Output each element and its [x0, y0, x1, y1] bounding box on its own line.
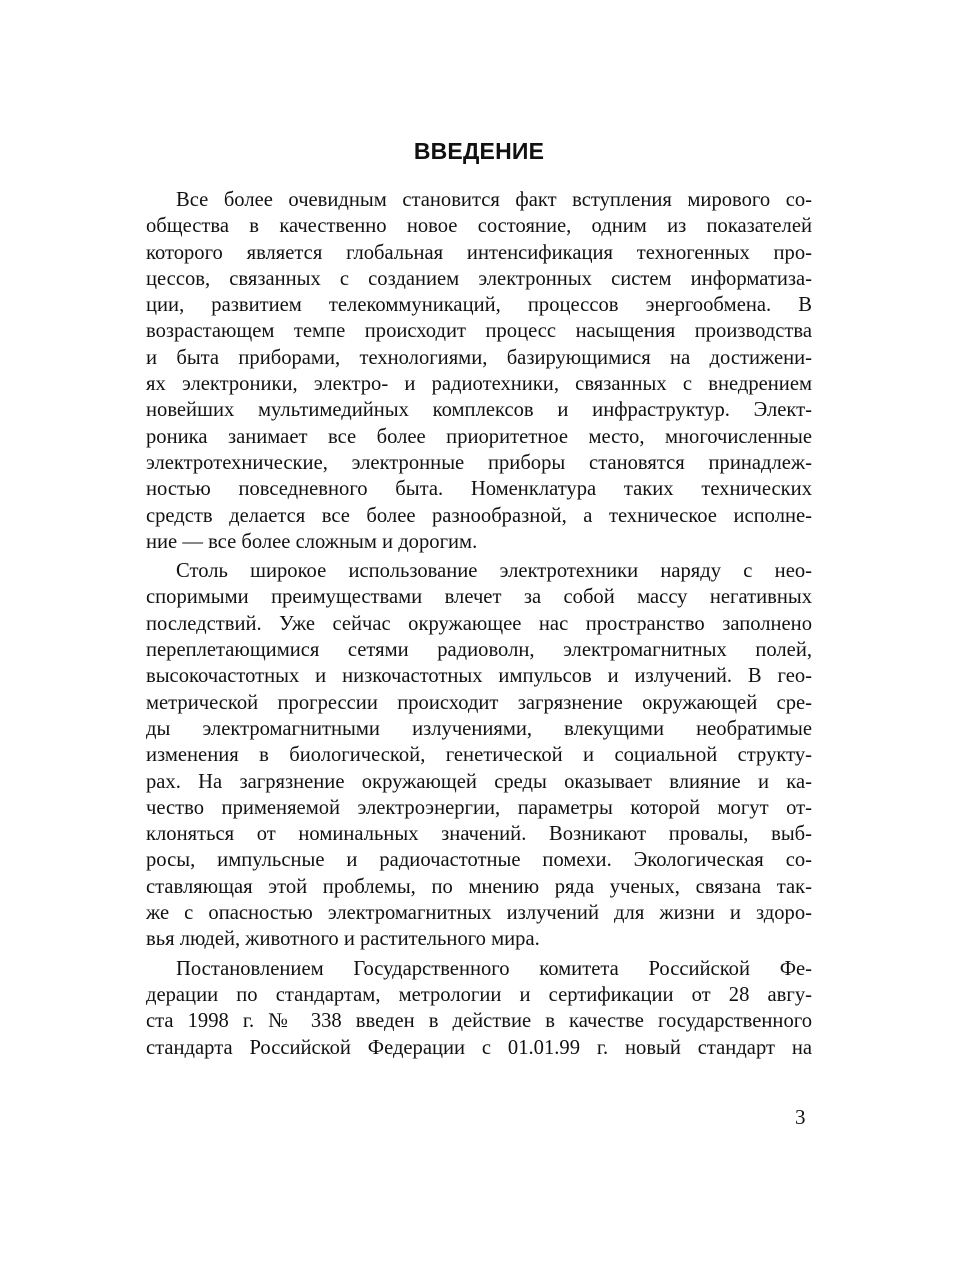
- text-line: электротехнические, электронные приборы становятся принадлеж-: [146, 451, 812, 474]
- text-line: которого является глобальная интенсификация техногенных про-: [146, 241, 812, 264]
- text-line: ставляющая этой проблемы, по мнению ряда ученых, связана так-: [146, 875, 812, 898]
- text-line: ностью повседневного быта. Номенклатура таких технических: [146, 478, 812, 501]
- text-line: клоняться от номинальных значений. Возникают провалы, выб-: [146, 823, 812, 846]
- text-line: переплетающимися сетями радиоволн, электромагнитных полей,: [146, 639, 812, 662]
- paragraph-3: [146, 956, 812, 1061]
- text-line: средств делается все более разнообразной, а техническое исполне-: [146, 504, 812, 527]
- text-line: ции, развитием телекоммуникаций, процессов энергообмена. В: [146, 294, 812, 317]
- text-line: же с опасностью электромагнитных излучений для жизни и здоро-: [146, 902, 812, 925]
- text-line: чество применяемой электроэнергии, параметры которой могут от-: [146, 796, 812, 819]
- text-line: высокочастотных и низкочастотных импульсов и излучений. В гео-: [146, 665, 812, 688]
- paragraph-2: [146, 558, 812, 952]
- text-line: ды электромагнитными излучениями, влекущими необратимые: [146, 717, 812, 740]
- text-line: Столь широкое использование электротехники наряду с нео-: [176, 560, 812, 583]
- page-number: 3: [795, 1105, 806, 1129]
- text-line: дерации по стандартам, метрологии и сертификации от 28 авгу-: [146, 983, 812, 1006]
- chapter-title: ВВЕДЕНИЕ: [413, 138, 545, 164]
- text-line: ях электроники, электро- и радиотехники, связанных с внедрением: [146, 373, 812, 396]
- text-line: новейших мультимедийных комплексов и инфраструктур. Элект-: [146, 399, 812, 422]
- text-line: Постановлением Государственного комитета Российской Фе-: [176, 957, 812, 980]
- text-line: споримыми преимуществами влечет за собой массу негативных: [146, 586, 812, 609]
- text-line: последствий. Уже сейчас окружающее нас пространство заполнено: [146, 612, 812, 635]
- text-line: вья людей, животного и растительного мира.: [146, 928, 540, 951]
- text-line: стандарта Российской Федерации с 01.01.99 г. новый стандарт на: [146, 1036, 812, 1059]
- text-line: рах. На загрязнение окружающей среды оказывает влияние и ка-: [146, 770, 812, 793]
- text-line: ние — все более сложным и дорогим.: [146, 530, 478, 553]
- text-line: общества в качественно новое состояние, одним из показателей: [146, 215, 812, 238]
- text-line: метрической прогрессии происходит загрязнение окружающей сре-: [146, 691, 812, 714]
- page-body: [146, 138, 812, 1064]
- text-line: ста 1998 г. № 338 введен в действие в качестве государственного: [146, 1010, 812, 1033]
- paragraph-1: [146, 187, 812, 555]
- text-line: и быта приборами, технологиями, базирующимися на достижени-: [146, 346, 812, 369]
- text-line: роника занимает все более приоритетное место, многочисленные: [146, 425, 812, 448]
- text-line: Все более очевидным становится факт вступления мирового со-: [176, 189, 812, 211]
- text-line: возрастающем темпе происходит процесс насыщения производства: [146, 320, 812, 343]
- text-line: цессов, связанных с созданием электронных систем информатиза-: [146, 267, 812, 290]
- text-line: изменения в биологической, генетической и социальной структу-: [146, 744, 812, 767]
- text-line: росы, импульсные и радиочастотные помехи. Экологическая со-: [146, 849, 812, 872]
